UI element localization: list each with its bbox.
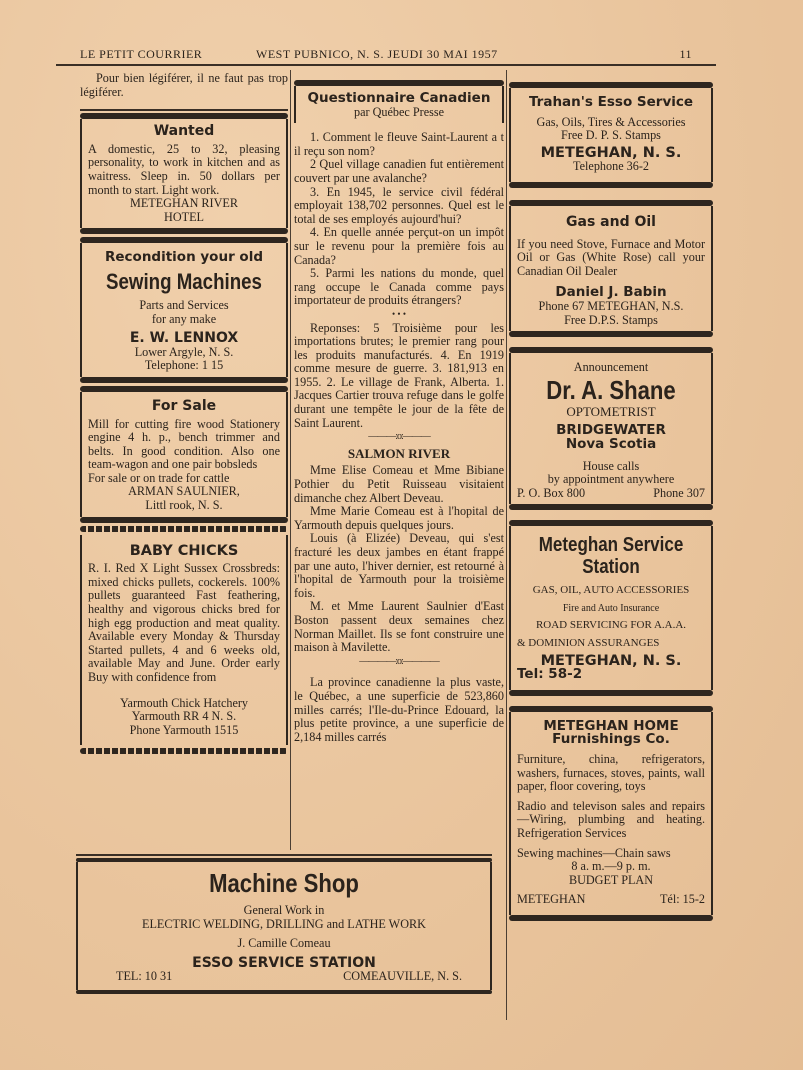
province-note: La province canadienne la plus vaste, le Québec, a une superficie de 523,860 milles carrés; l'Ile-du-Prince Edouard, la plus petite province, a une superficie de 2,184 milles carrés xyxy=(294,675,504,744)
quiz-question: 1. Comment le fleuve Saint-Laurent a t il reçu son nom? xyxy=(294,130,504,158)
shane-name: Dr. A. Shane xyxy=(546,374,676,405)
furnishings-title-line2: Furnishings Co. xyxy=(552,731,670,748)
sewing-line1: Parts and Services xyxy=(139,297,229,312)
sewing-name: E. W. LENNOX xyxy=(129,330,239,347)
sewing-phone: Telephone: 1 15 xyxy=(144,358,224,373)
divider xyxy=(80,109,288,111)
shane-line1: House calls xyxy=(582,458,640,473)
wanted-ad xyxy=(80,119,288,228)
shane-profession: OPTOMETRIST xyxy=(566,403,656,419)
gas-oil-ad xyxy=(509,206,713,331)
station-line2: Fire and Auto Insurance xyxy=(562,602,660,614)
trahan-phone: Telephone 36-2 xyxy=(573,159,649,174)
station-line1: GAS, OIL, AUTO ACCESSORIES xyxy=(532,584,690,597)
shane-city: BRIDGEWATER xyxy=(556,422,666,439)
salmon-river-paragraph: Mme Elise Comeau et Mme Bibiane Pothier du Petit Ruisseau visitaient dimanche chez Albert Deveau. xyxy=(294,463,504,505)
trahan-title: Trahan's Esso Service xyxy=(528,94,694,110)
machine-shop-body xyxy=(76,862,492,990)
dr-shane-ad xyxy=(509,353,713,504)
location-date: WEST PUBNICO, N. S. JEUDI 30 MAI 1957 xyxy=(256,46,498,61)
machine-shop-tel: TEL: 10 31 xyxy=(116,969,173,984)
middle-column xyxy=(294,80,504,744)
salmon-river-paragraph: M. et Mme Laurent Saulnier d'East Boston passent deux semaines chez Norman Maillet. Ils se font construire une maison à Mavilette. xyxy=(294,599,504,655)
gas-oil-body: If you need Stove, Furnace and Motor Oil or Gas (White Rose) call your Canadian Oil Dealer xyxy=(517,236,705,278)
shane-box: P. O. Box 800 xyxy=(517,485,586,500)
chain-border xyxy=(80,526,288,532)
quiz-byline: par Québec Presse xyxy=(353,104,444,119)
machine-shop-town: COMEAUVILLE, N. S. xyxy=(343,969,462,984)
sewing-title: Sewing Machines xyxy=(106,268,262,294)
machine-shop-title: Machine Shop xyxy=(209,868,359,898)
shane-announcement: Announcement xyxy=(573,360,649,375)
column-divider xyxy=(506,70,507,1020)
trahan-town: METEGHAN, N. S. xyxy=(540,144,682,161)
furnishings-plan: BUDGET PLAN xyxy=(568,872,654,887)
column-divider xyxy=(290,70,291,850)
wanted-body: A domestic, 25 to 32, pleasing personality, to work in kitchen and as waitress. Sleep in. 50 dollars per month to start. Light work. xyxy=(88,141,280,197)
separator: ———:o:——— xyxy=(368,431,430,443)
ad-bar xyxy=(509,182,713,188)
ad-bar xyxy=(509,331,713,337)
station-line4: & DOMINION ASSURANGES xyxy=(517,637,660,650)
furnishings-title-line1: METEGHAN HOME xyxy=(543,717,679,734)
wanted-advertiser-line2: HOTEL xyxy=(164,209,204,224)
chicks-line2: Yarmouth RR 4 N. S. xyxy=(131,709,237,724)
gas-oil-name: Daniel J. Babin xyxy=(555,284,667,301)
chicks-line3: Phone Yarmouth 1515 xyxy=(129,722,239,737)
separator: ————:o:———— xyxy=(359,655,439,667)
wanted-advertiser-line1: METEGHAN RIVER xyxy=(130,196,238,211)
trahan-line1: Gas, Oils, Tires & Accessories xyxy=(536,114,686,129)
shane-province: Nova Scotia xyxy=(565,435,657,452)
station-tel: Tel: 58-2 xyxy=(517,666,583,683)
chain-border xyxy=(80,748,288,754)
ad-bar xyxy=(80,228,288,234)
sewing-headline: Recondition your old xyxy=(104,249,263,266)
furnishings-ad xyxy=(509,712,713,915)
salmon-river-paragraph: Louis (à Elizée) Deveau, qui s'est fracturé les deux jambes en étant frappé par une auto, l'hiver dernier, est retourné à l'hopital de Yarmouth pour la troisième fois. xyxy=(294,531,504,600)
baby-chicks-ad xyxy=(80,535,288,746)
page-number: 11 xyxy=(679,46,692,61)
right-column xyxy=(509,82,713,921)
station-town: METEGHAN, N. S. xyxy=(540,652,682,669)
divider xyxy=(76,854,492,856)
ad-bar xyxy=(76,990,492,994)
chicks-line1: Yarmouth Chick Hatchery xyxy=(119,695,249,710)
for-sale-body: Mill for cutting fire wood Stationery engine 4 h. p., bench trimmer and belts. In good condition. Also one team-wagon and one pair bobsleds xyxy=(88,416,280,472)
station-title-line2: Station xyxy=(582,556,640,579)
quiz-header xyxy=(294,86,504,123)
gas-oil-stamps: Free D.P.S. Stamps xyxy=(564,312,658,327)
shane-phone: Phone 307 xyxy=(653,485,705,500)
quiz-title: Questionnaire Canadien xyxy=(307,90,491,106)
left-column xyxy=(80,72,288,757)
gas-oil-phone: Phone 67 METEGHAN, N.S. xyxy=(538,298,684,313)
machine-shop-owner: J. Camille Comeau xyxy=(237,936,331,951)
furnishings-para2: Radio and televison sales and repairs—Wiring, plumbing and heating. Refrigeration Services xyxy=(517,798,705,840)
for-sale-trade: For sale or on trade for cattle xyxy=(88,470,230,485)
machine-shop-line2: ELECTRIC WELDING, DRILLING and LATHE WORK xyxy=(142,916,426,931)
quiz-question: 2 Quel village canadien fut entièrement couvert par une avalanche? xyxy=(294,157,504,185)
ad-bar xyxy=(509,690,713,696)
for-sale-name: ARMAN SAULNIER, xyxy=(128,484,240,499)
furnishings-para3: Sewing machines—Chain saws xyxy=(517,845,671,860)
quiz-question: 4. En quelle année perçut-on un impôt sur le revenu pour la première fois au Canada? xyxy=(294,225,504,267)
sewing-line2: for any make xyxy=(151,311,217,326)
paper-name: LE PETIT COURRIER xyxy=(80,46,203,61)
ad-bar xyxy=(509,504,713,510)
quote: Pour bien légiférer, il ne faut pas trop légiférer. xyxy=(80,71,288,99)
for-sale-title: For Sale xyxy=(151,397,217,414)
furnishings-town: METEGHAN xyxy=(517,892,586,907)
gas-oil-title: Gas and Oil xyxy=(566,213,656,230)
furnishings-tel: Tél: 15-2 xyxy=(659,892,705,907)
machine-shop-line1: General Work in xyxy=(243,903,325,917)
salmon-river-paragraph: Mme Marie Comeau est à l'hopital de Yarmouth depuis quelques jours. xyxy=(294,504,504,532)
station-title-line1: Meteghan Service xyxy=(538,534,684,557)
quiz-question: 5. Parmi les nations du monde, quel rang occupe le Canada comme pays importateur de produits étrangers? xyxy=(294,266,504,308)
machine-shop-station: ESSO SERVICE STATION xyxy=(192,954,376,971)
chicks-body: R. I. Red X Light Sussex Crossbreds: mixed chicks pullets, cockerels. 100% pullets guaranteed Fast feathering, healthy and vigorous chicks bred for high egg production and meat quality. Available every Monday & Thursday Started pullets, 4 and 6 weeks old, available May and June. Order early Buy with confidence from xyxy=(88,561,280,684)
quiz-answers: Reponses: 5 Troisième pour les importations brutes; le premier rang pour les produits manufacturés. 4. En 1919 comme mesure de guerre. 3. 181,913 en 1955. 2. Le village de Frank, Alberta. 1. Jacques Cartier trouva refuge dans le golfe durant une tempête le jour de la fête de Saint Laurent. xyxy=(294,320,504,430)
furnishings-hours: 8 a. m.—9 p. m. xyxy=(571,859,651,874)
for-sale-ad xyxy=(80,392,288,517)
sewing-address: Lower Argyle, N. S. xyxy=(134,344,234,359)
for-sale-address: Littl rook, N. S. xyxy=(145,498,223,513)
station-line3: ROAD SERVICING FOR A.A.A. xyxy=(535,619,687,632)
shane-line2: by appointment anywhere xyxy=(547,472,675,487)
ad-bar xyxy=(509,915,713,921)
furnishings-para1: Furniture, china, refrigerators, washers, furnaces, stoves, paints, wall paper, floor covering, toys xyxy=(517,752,705,794)
salmon-river-title: SALMON RIVER xyxy=(347,445,451,461)
quiz-divider: • • • xyxy=(392,308,406,319)
masthead xyxy=(56,44,692,64)
quiz-question: 3. En 1945, le service civil fédéral employait 138,702 personnes. Quel est le total de ses employés aujourd'hui? xyxy=(294,184,504,226)
chicks-title: BABY CHICKS xyxy=(129,542,239,559)
sewing-ad xyxy=(80,243,288,377)
ad-bar xyxy=(80,517,288,523)
ad-bar xyxy=(80,377,288,383)
trahan-line2: Free D. P. S. Stamps xyxy=(561,128,661,143)
wanted-title: Wanted xyxy=(153,123,215,140)
meteghan-station-ad xyxy=(509,526,713,690)
trahan-esso-ad xyxy=(509,88,713,182)
machine-shop-ad xyxy=(76,852,492,1002)
masthead-rule xyxy=(56,64,716,66)
